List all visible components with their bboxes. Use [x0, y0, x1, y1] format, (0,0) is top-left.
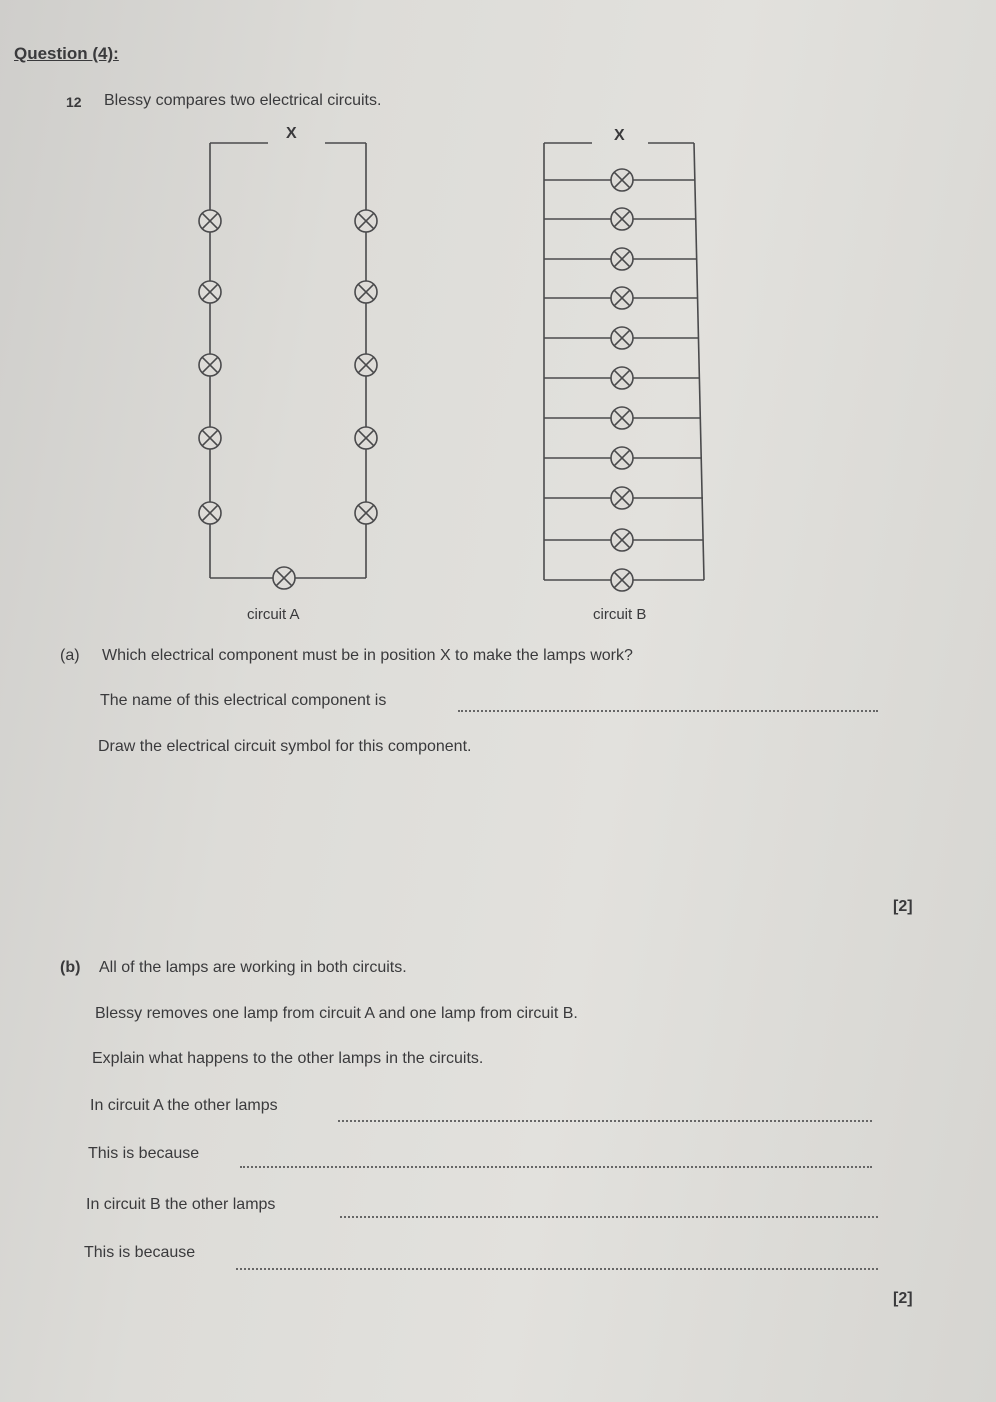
answer-circuit-a-line[interactable] [338, 1120, 872, 1122]
part-a-draw-prompt: Draw the electrical circuit symbol for this component. [98, 738, 472, 755]
circuits-diagram [0, 0, 996, 700]
part-a-letter: (a) [60, 647, 80, 664]
question-number: 12 [66, 94, 82, 110]
part-b-letter: (b) [60, 959, 81, 976]
lamp-icon-circuit-a [199, 281, 221, 303]
answer-reason-a-label: This is because [88, 1145, 200, 1162]
lamp-icon-circuit-a [199, 210, 221, 232]
lamp-icon-circuit-a [355, 502, 377, 524]
part-a-prompt: Which electrical component must be in position X to make the lamps work? [102, 647, 633, 664]
answer-reason-b-line[interactable] [236, 1268, 878, 1270]
lamp-icon-circuit-b [611, 487, 633, 509]
lamp-icon-circuit-b [611, 447, 633, 469]
part-b-line3: Explain what happens to the other lamps in the circuits. [92, 1050, 484, 1067]
lamp-icon-circuit-a [199, 502, 221, 524]
lamp-icon-circuit-a [199, 427, 221, 449]
answer-circuit-b-label: In circuit B the other lamps [86, 1196, 276, 1213]
lamp-icon-circuit-a [199, 354, 221, 376]
circuit-a-label: circuit A [247, 606, 300, 623]
answer-circuit-a-label: In circuit A the other lamps [90, 1097, 278, 1114]
circuit-b-label: circuit B [593, 606, 647, 623]
lamp-icon-circuit-a [355, 427, 377, 449]
lamp-icon-circuit-b [611, 327, 633, 349]
part-a-answer-line[interactable] [458, 710, 878, 712]
question-intro: Blessy compares two electrical circuits. [104, 92, 382, 109]
lamp-icon-circuit-a [273, 567, 295, 589]
lamp-icon-circuit-b [611, 208, 633, 230]
lamp-icon-circuit-b [611, 248, 633, 270]
lamp-icon-circuit-b [611, 569, 633, 591]
position-x-label-a: X [286, 125, 297, 142]
lamp-icon-circuit-b [611, 367, 633, 389]
lamp-icon-circuit-b [611, 287, 633, 309]
lamp-icon-circuit-b [611, 169, 633, 191]
answer-reason-b-label: This is because [84, 1244, 196, 1261]
question-heading: Question (4): [14, 44, 119, 63]
part-b-marks: [2] [893, 1290, 913, 1307]
answer-reason-a-line[interactable] [240, 1166, 872, 1168]
lamp-icon-circuit-b [611, 529, 633, 551]
part-b-line1: All of the lamps are working in both circuits. [99, 959, 407, 976]
lamp-icon-circuit-a [355, 281, 377, 303]
lamp-icon-circuit-a [355, 354, 377, 376]
position-x-label-b: X [614, 127, 625, 144]
part-a-marks: [2] [893, 898, 913, 915]
lamp-icon-circuit-a [355, 210, 377, 232]
answer-circuit-b-line[interactable] [340, 1216, 878, 1218]
lamp-icon-circuit-b [611, 407, 633, 429]
part-b-line2: Blessy removes one lamp from circuit A and one lamp from circuit B. [95, 1005, 578, 1022]
part-a-answer-label: The name of this electrical component is [100, 692, 387, 709]
